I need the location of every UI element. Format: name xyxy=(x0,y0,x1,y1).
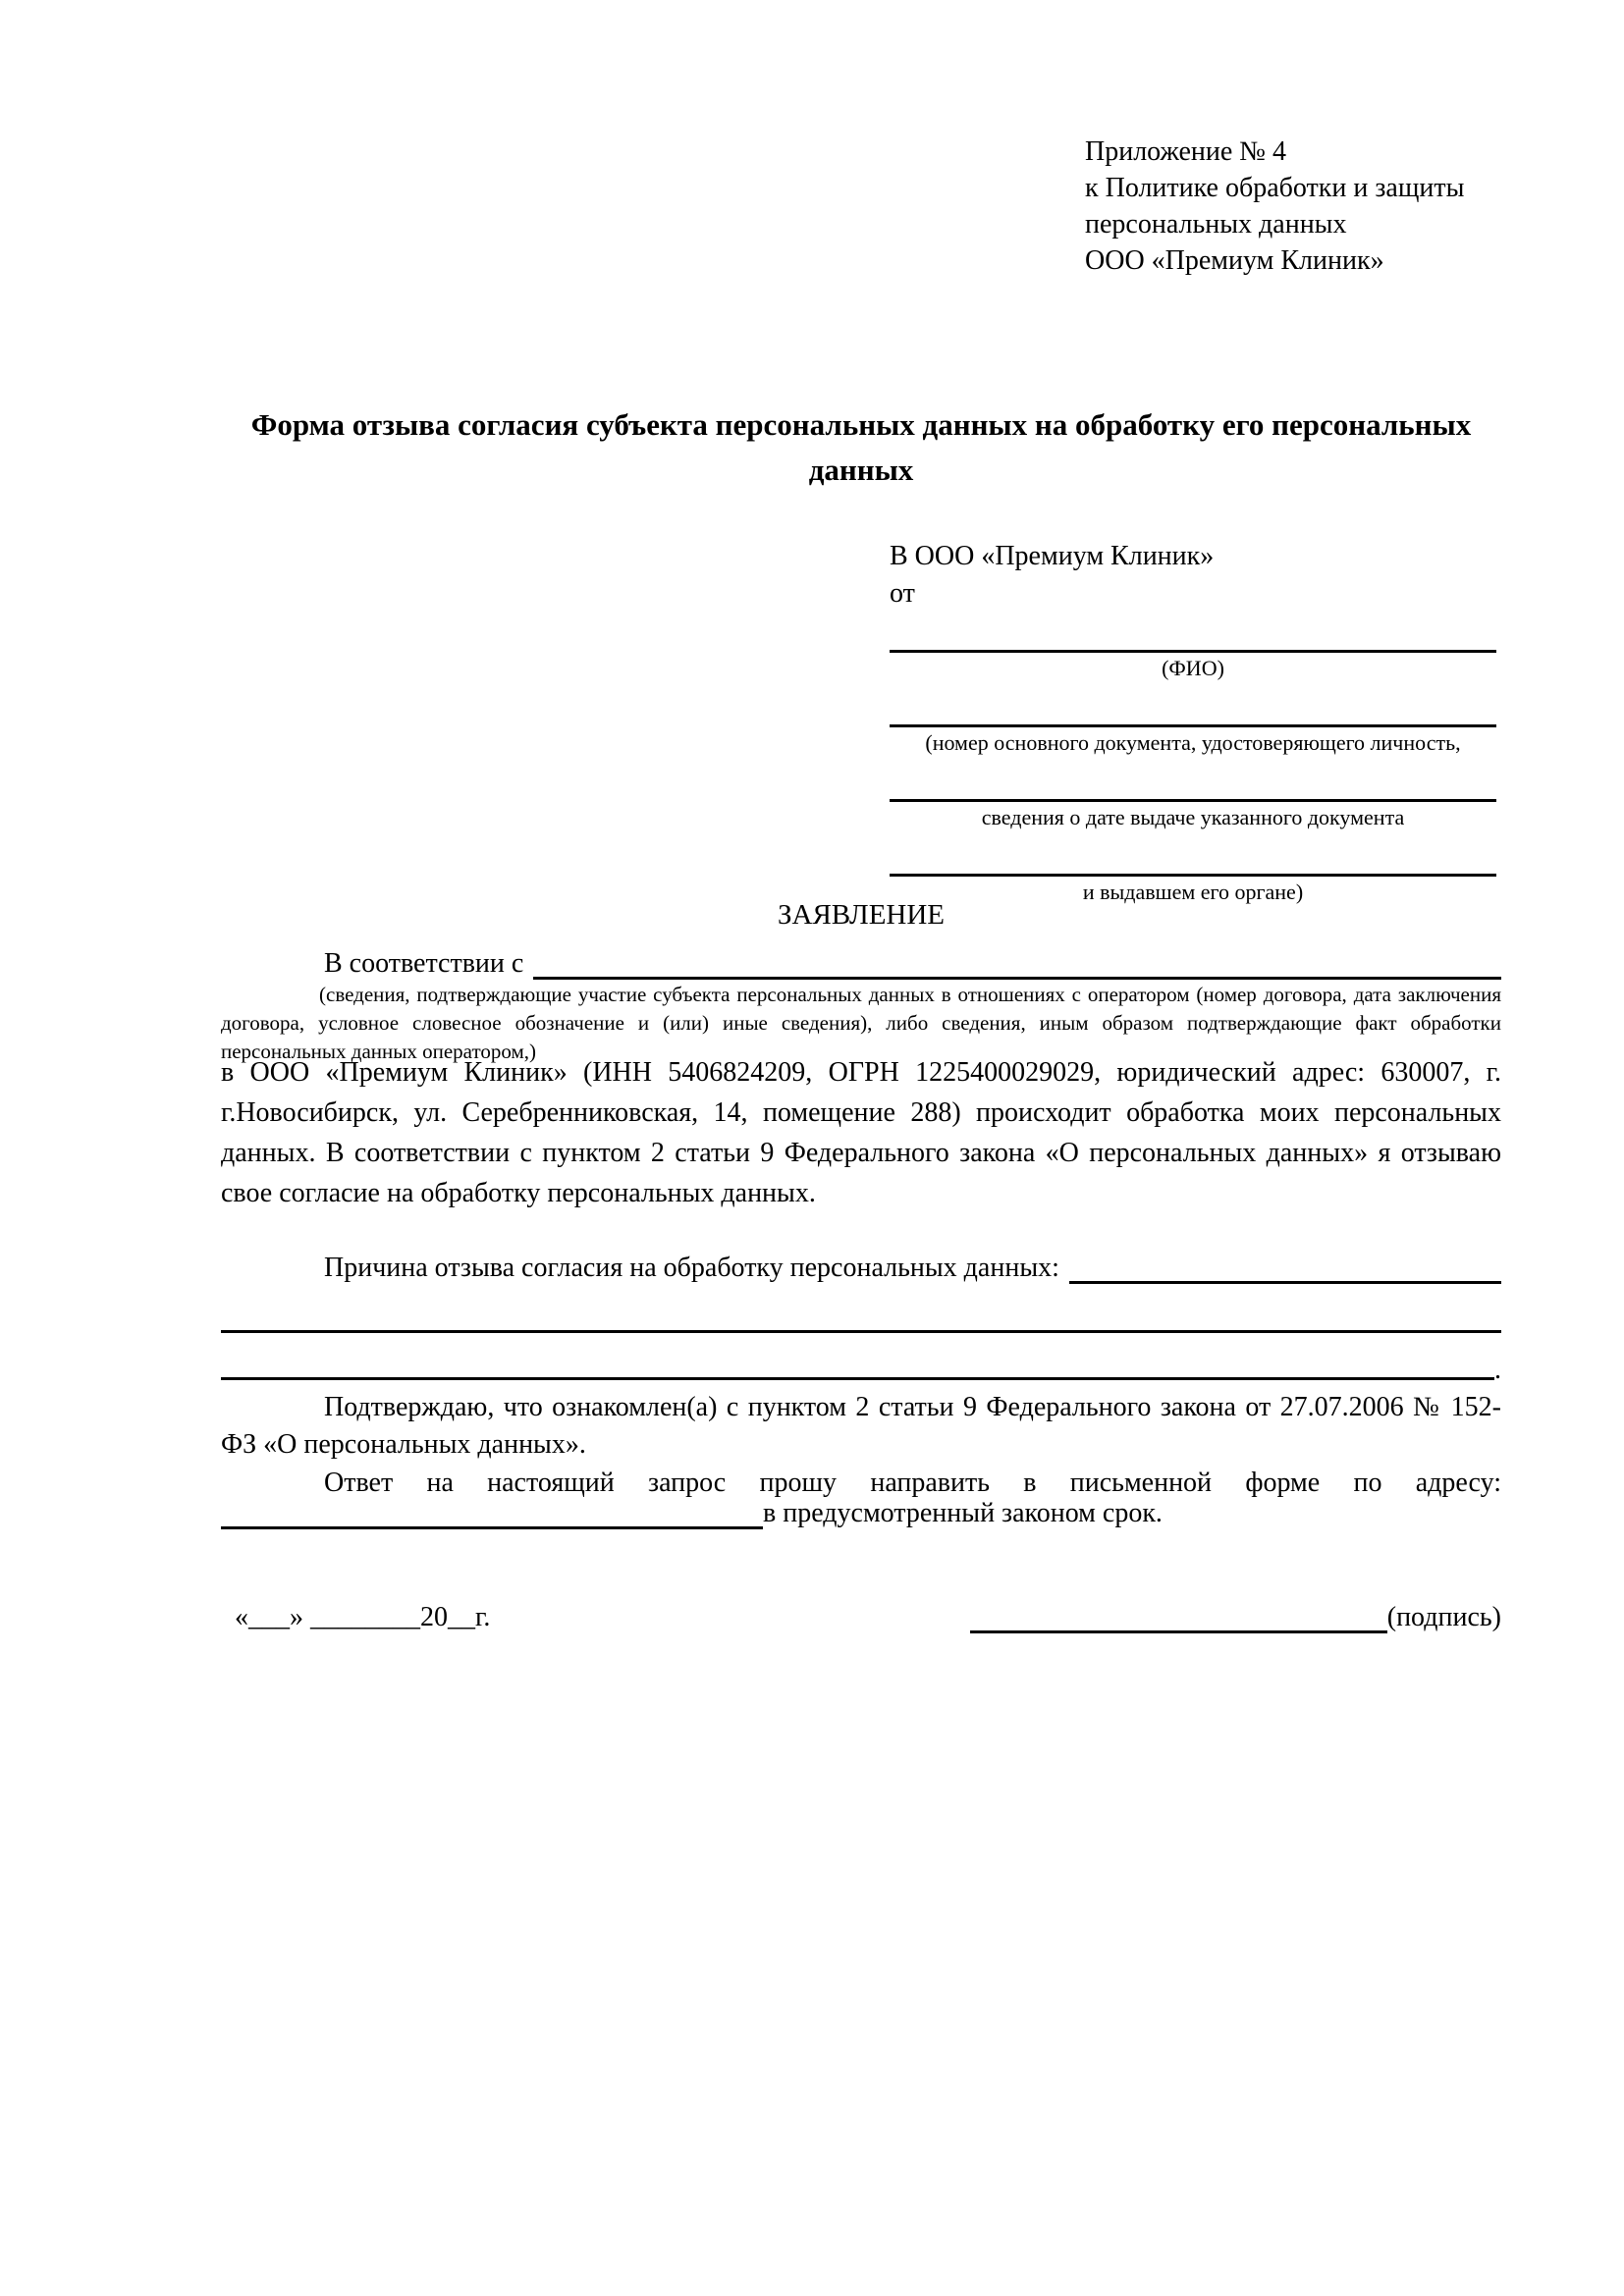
intro-blank-line xyxy=(533,977,1501,980)
addressee-block xyxy=(890,538,1496,907)
document-number-caption: (номер основного документа, удостоверяющего личность, xyxy=(925,730,1461,755)
signature-blank-line xyxy=(970,1630,1387,1633)
issue-date-blank-line xyxy=(890,758,1496,802)
page-title: Форма отзыва согласия субъекта персональных данных на обработку его персональных данных xyxy=(250,407,1472,487)
reason-blank-row-2 xyxy=(221,1343,1501,1385)
reason-blank-row-1 xyxy=(221,1296,1501,1333)
addressee-from-label: от xyxy=(890,578,915,609)
reason-label: Причина отзыва согласия на обработку персональных данных: xyxy=(324,1253,1059,1283)
appendix-line: ООО «Премиум Клиник» xyxy=(1085,245,1384,276)
intro-footnote: (сведения, подтверждающие участие субъекта персональных данных в отношениях с оператором (номер договора, дата заключения договора, условное словесное обозначение и (или) иные сведения), либо сведения, иным образом подтверждающие факт обработки персональных данных оператором,) xyxy=(221,983,1501,1063)
intro-prefix: В соответствии с xyxy=(324,948,524,979)
issue-date-caption: сведения о дате выдаче указанного документа xyxy=(981,805,1405,829)
signature-block xyxy=(970,1602,1501,1633)
reply-request-line: Ответ на настоящий запрос прошу направить в письменной форме по адресу: xyxy=(324,1468,1501,1498)
signature-caption: (подпись) xyxy=(1386,1602,1501,1632)
statement-body: в ООО «Премиум Клиник» (ИНН 5406824209, ОГРН 1225400029029, юридический адрес: 630007, г. г.Новосибирск, ул. Серебренниковская, 14, помещение 288) происходит обработка моих персональных данных. В соответствии с пунктом 2 статьи 9 Федерального закона «О персональных данных» я отзываю свое согласие на обработку персональных данных. xyxy=(221,1057,1501,1208)
fio-caption: (ФИО) xyxy=(1162,656,1224,680)
fio-blank-line xyxy=(890,613,1496,653)
date-placeholder: «___» ________20__г. xyxy=(235,1602,491,1632)
signature-row xyxy=(221,1598,1501,1633)
issuing-authority-caption: и выдавшем его органе) xyxy=(1082,880,1304,904)
statement-heading: ЗАЯВЛЕНИЕ xyxy=(777,899,946,931)
appendix-line: персональных данных xyxy=(1085,209,1347,240)
appendix-block xyxy=(1085,133,1507,279)
blank-line xyxy=(221,1377,1494,1380)
reason-row xyxy=(221,1249,1501,1284)
reply-suffix: в предусмотренный законом срок. xyxy=(763,1498,1163,1528)
confirmation-paragraph: Подтверждаю, что ознакомлен(а) с пунктом 2 статьи 9 Федерального закона от 27.07.2006 № 152-ФЗ «О персональных данных». xyxy=(221,1392,1501,1460)
appendix-line: Приложение № 4 xyxy=(1085,136,1286,167)
intro-row xyxy=(221,944,1501,980)
address-blank-line xyxy=(221,1526,763,1529)
reason-blank-line xyxy=(1069,1281,1501,1284)
sentence-period: . xyxy=(1494,1355,1501,1385)
document-number-blank-line xyxy=(890,683,1496,727)
issuing-authority-blank-line xyxy=(890,832,1496,877)
addressee-to: В ООО «Премиум Клиник» xyxy=(890,541,1215,571)
blank-line xyxy=(221,1330,1501,1333)
appendix-line: к Политике обработки и защиты xyxy=(1085,173,1465,203)
reply-address-row xyxy=(221,1496,1501,1529)
